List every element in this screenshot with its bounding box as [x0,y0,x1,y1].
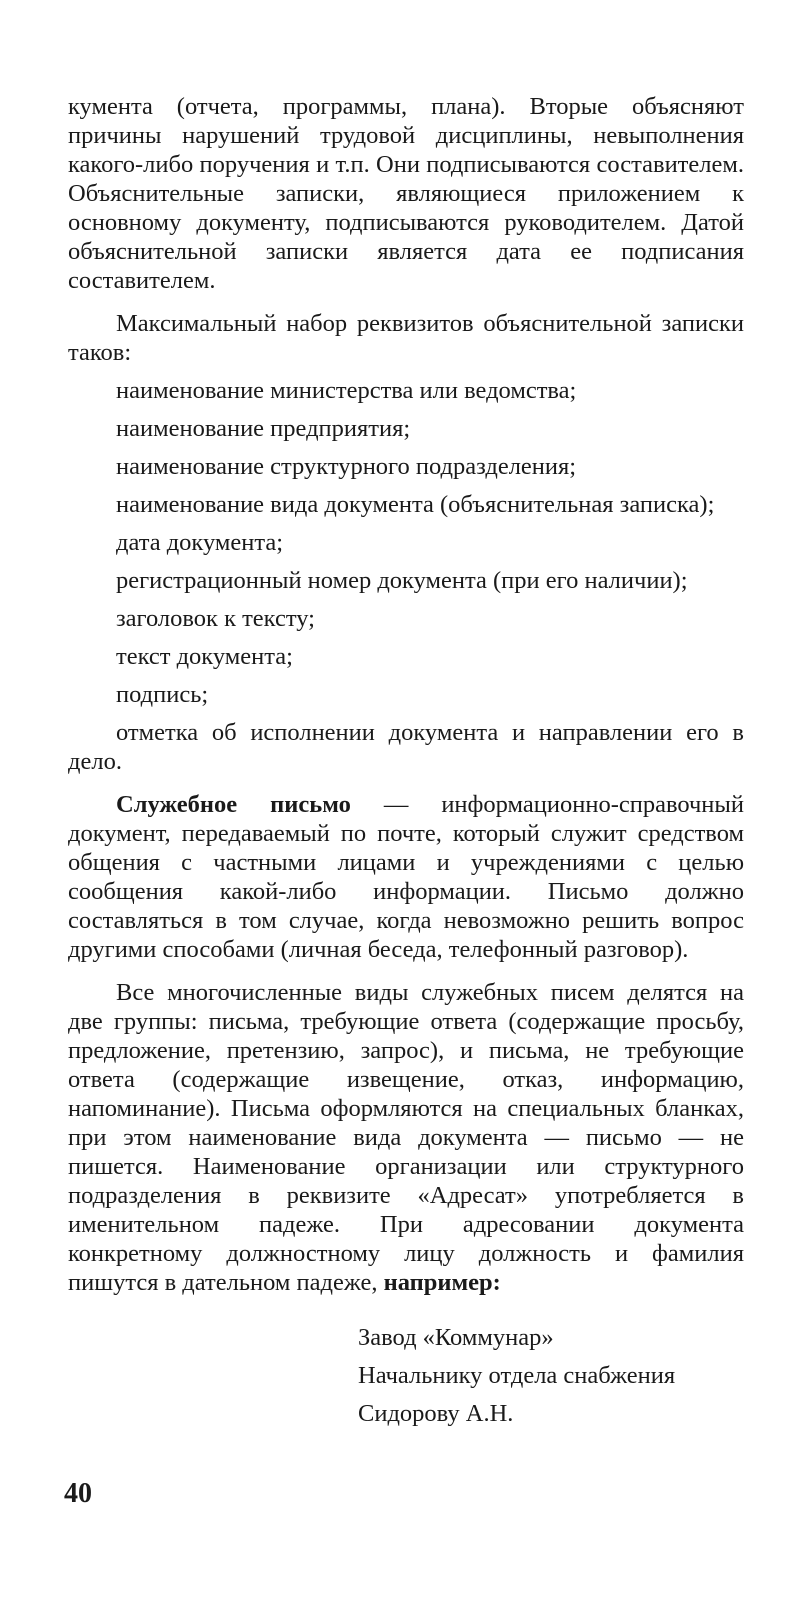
page-text [68,92,744,1433]
list-item: наименование министерства или ведомства; [116,377,577,404]
list-item: текст документа; [116,643,293,670]
address-line: Начальнику отдела снабжения [358,1362,676,1389]
address-example [358,1319,744,1433]
paragraph-letter-types [68,978,744,1297]
paragraph-explanatory-notes: кумента (отчета, программы, плана). Вторые объясняют причины нарушений трудовой дисциплины, невыполнения какого-либо поручения и т.п. Они подписываются составителем. Объяснительные записки, являющиеся приложением к основному документу, подписываются руководителем. Датой объяснительной записки является дата ее подписания составителем. [68,93,744,294]
list-item: отметка об исполнении документа и направлении его в дело. [68,719,744,775]
list-item: наименование вида документа (объяснительная записка); [116,491,715,518]
paragraph-service-letter [68,790,744,964]
example-label: например: [383,1269,501,1296]
list-item: наименование структурного подразделения; [116,453,577,480]
list-item: подпись; [116,681,209,708]
address-line: Завод «Коммунар» [358,1324,554,1351]
list-item: наименование предприятия; [116,415,411,442]
address-line: Сидорову А.Н. [358,1400,514,1427]
requisites-list [68,376,744,776]
list-item: регистрационный номер документа (при его наличии); [116,567,688,594]
page-number: 40 [64,1478,92,1509]
paragraph-requisites-intro: Максимальный набор реквизитов объяснительной записки таков: [68,310,744,366]
service-letter-definition: — информационно-справочный документ, передаваемый по почте, который служит средством общения с частными лицами и учреждениями с целью сообщения какой-либо информации. Письмо должно составляться в том случае, когда невозможно решить вопрос другими способами (личная беседа, телефонный разговор). [68,791,744,963]
list-item: дата документа; [116,529,284,556]
term-service-letter: Служебное письмо [116,791,351,818]
letter-types-text: Все многочисленные виды служебных писем делятся на две группы: письма, требующие ответа (содержащие просьбу, предложение, претензию, запрос), и письма, не требующие ответа (содержащие извещение, отказ, информацию, напоминание). Письма оформляются на специальных бланках, при этом наименование вида документа — письмо — не пишется. Наименование организации или структурного подразделения в реквизите «Адресат» употребляется в именительном падеже. При адресовании документа конкретному должностному лицу должность и фамилия пишутся в дательном падеже, [68,979,744,1296]
list-item: заголовок к тексту; [116,605,315,632]
